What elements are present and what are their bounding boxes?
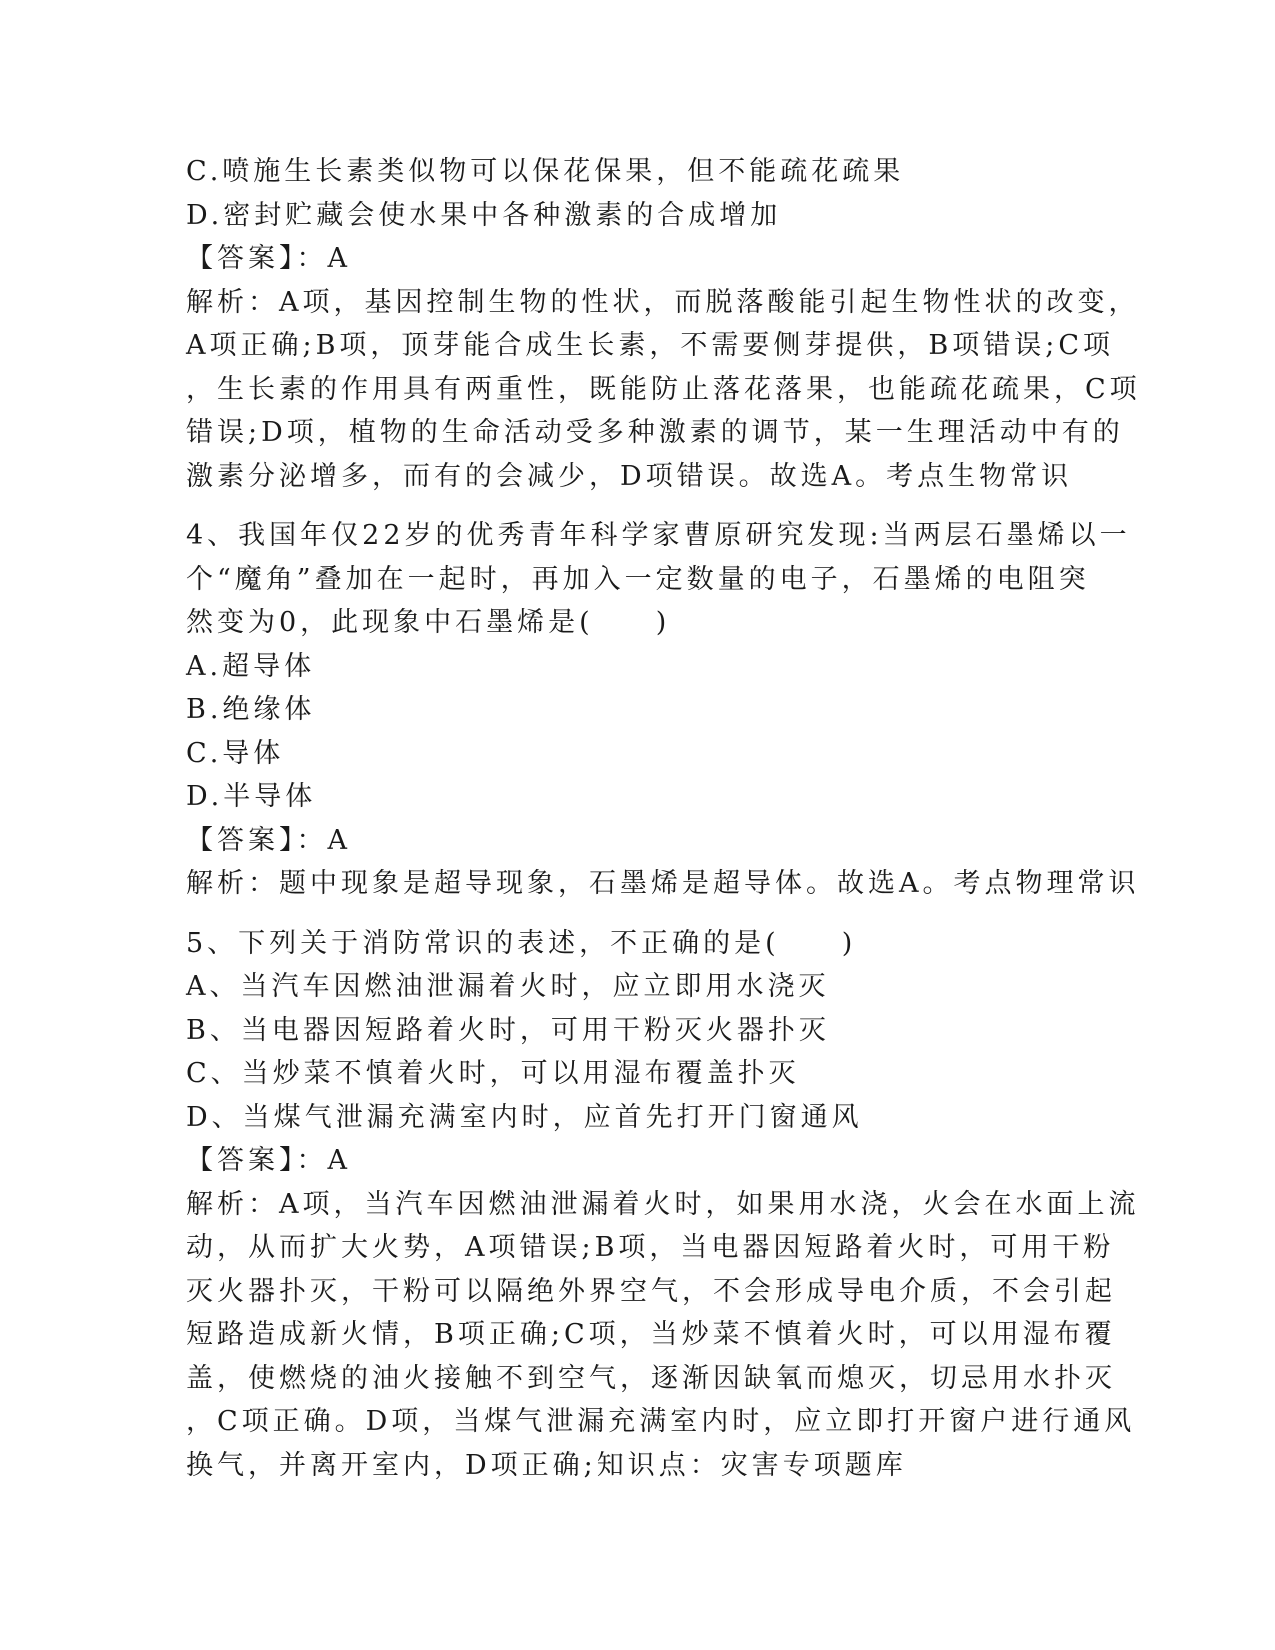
explanation-line: 激素分泌增多，而有的会减少，D项错误。故选A。考点生物常识 <box>186 460 1073 492</box>
explanation-line: 盖，使燃烧的油火接触不到空气，逐渐因缺氧而熄灭，切忌用水扑灭 <box>186 1362 1116 1394</box>
question-4 <box>186 514 1140 906</box>
answer-label: 【答案】：A <box>186 243 351 274</box>
option-b: B、当电器因短路着火时，可用干粉灭火器扑灭 <box>186 1014 830 1046</box>
explanation-line: ，C项正确。D项，当煤气泄漏充满室内时，应立即打开窗户进行通风 <box>186 1406 1136 1437</box>
document-body <box>186 150 1141 1487</box>
answer-label: 【答案】：A <box>186 824 351 856</box>
option-d: D.半导体 <box>186 781 317 812</box>
explanation-line: 灭火器扑灭，干粉可以隔绝外界空气，不会形成导电介质，不会引起 <box>186 1275 1116 1307</box>
explanation-line: 动，从而扩大火势，A项错误;B项，当电器因短路着火时，可用干粉 <box>186 1232 1115 1263</box>
explanation-line: 解析：A项，基因控制生物的性状，而脱落酸能引起生物性状的改变， <box>186 286 1140 318</box>
option-d: D、当煤气泄漏充满室内时，应首先打开门窗通风 <box>186 1101 863 1133</box>
option-d: D.密封贮藏会使水果中各种激素的合成增加 <box>186 199 782 231</box>
answer-label: 【答案】：A <box>186 1145 351 1176</box>
question-stem: 个“魔角”叠加在一起时，再加入一定数量的电子，石墨烯的电阻突 <box>186 563 1090 595</box>
explanation-line: ，生长素的作用具有两重性，既能防止落花落果，也能疏花疏果，C项 <box>186 373 1141 405</box>
explanation-line: 短路造成新火情，B项正确;C项，当炒菜不慎着火时，可以用湿布覆 <box>186 1319 1116 1350</box>
option-c: C.导体 <box>186 737 285 769</box>
spacer <box>186 498 1086 514</box>
option-a: A、当汽车因燃油泄漏着火时，应立即用水浇灭 <box>186 971 830 1002</box>
option-a: A.超导体 <box>186 650 316 682</box>
explanation-line: 解析：题中现象是超导现象，石墨烯是超导体。故选A。考点物理常识 <box>186 868 1140 899</box>
option-b: B.绝缘体 <box>186 694 316 725</box>
explanation-line: 换气，并离开室内，D项正确;知识点：灾害专项题库 <box>186 1449 907 1481</box>
explanation-line: 错误;D项，植物的生命活动受多种激素的调节，某一生理活动中有的 <box>186 417 1124 448</box>
explanation-line: A项正确;B项，顶芽能合成生长素，不需要侧芽提供，B项错误;C项 <box>186 330 1115 361</box>
question-5 <box>186 922 1140 1488</box>
option-c: C、当炒菜不慎着火时，可以用湿布覆盖扑灭 <box>186 1058 800 1089</box>
spacer <box>186 906 1086 922</box>
option-c: C.喷施生长素类似物可以保花保果，但不能疏花疏果 <box>186 156 905 187</box>
explanation-line: 解析：A项，当汽车因燃油泄漏着火时，如果用水浇，火会在水面上流 <box>186 1188 1140 1220</box>
question-3-tail <box>186 150 1141 498</box>
question-stem: 5、下列关于消防常识的表述，不正确的是( ) <box>186 927 857 959</box>
question-stem: 4、我国年仅22岁的优秀青年科学家曹原研究发现:当两层石墨烯以一 <box>186 520 1131 551</box>
question-stem: 然变为0，此现象中石墨烯是( ) <box>186 607 671 638</box>
